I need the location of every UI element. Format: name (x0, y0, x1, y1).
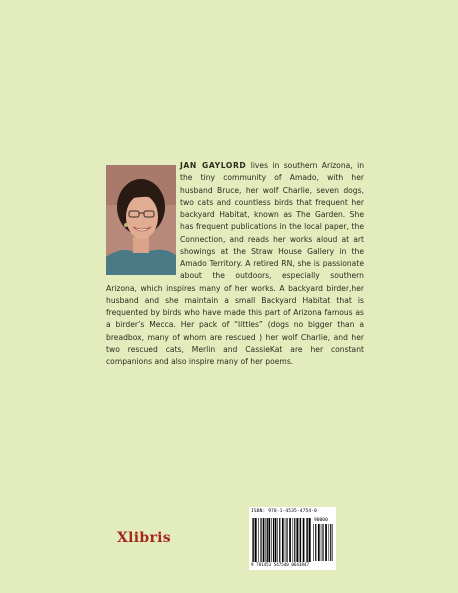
isbn-label: ISBN: 978-1-4535-4754-0 (251, 509, 317, 514)
barcode-bar (294, 518, 295, 562)
bio-text: lives in southern Arizona, in the tiny community of Amado, with her husband Bruce, her wolf Charlie, seven dogs, two cats and countless birds that frequent her backyard Habitat, known as The Garden. She has frequent publications in the local paper, the Connection, and reads her works aloud at art showings at the Straw House Gallery in the Amado Territory. A retired RN, she is passionate about the outdoors, especially southern Arizona, which inspires many of her works. A backyard birder,her husband and she maintain a small Backyard Habitat that is frequented by birds who have made this part of Arizona famous as a birder’s Mecca. Her pack of “littles” (dogs no bigger than a breadbox, many of whom are rescued ) her wolf Charlie, and her two rescued cats, Merlin and CassieKat are her constant companions and also inspire many of her poems. (106, 161, 365, 366)
barcode-bar (332, 524, 333, 561)
barcode-bar (289, 518, 291, 562)
barcode-bar (313, 524, 314, 561)
barcode-bar (330, 524, 331, 561)
barcode-bar (282, 518, 284, 562)
barcode-bar (307, 518, 308, 562)
barcode-bar (299, 518, 300, 562)
barcode-bar (258, 518, 259, 562)
barcode-bar (286, 518, 287, 562)
barcode-bar (273, 518, 274, 562)
author-name: JAN GAYLORD (180, 161, 247, 170)
barcode-bar (266, 518, 267, 562)
barcode-bar (275, 518, 277, 562)
publisher-logo: Xlibris (117, 530, 171, 546)
barcode-bar (255, 518, 257, 562)
barcode-bar (268, 518, 270, 562)
barcode-supplement-bars (313, 524, 333, 561)
barcode-bar (260, 518, 261, 562)
barcode-bar (277, 518, 278, 562)
barcode-bar (285, 518, 286, 562)
barcode-bar (267, 518, 268, 562)
barcode-bar (325, 524, 327, 561)
barcode-bar (329, 524, 330, 561)
barcode-bar (252, 518, 253, 562)
barcode-bar (293, 518, 294, 562)
isbn-barcode (249, 507, 336, 570)
barcode-bar (322, 524, 323, 561)
barcode-bars (252, 518, 312, 562)
barcode-bar (296, 518, 298, 562)
barcode-bar (271, 518, 272, 562)
barcode-bar (279, 518, 280, 562)
barcode-bar (300, 518, 301, 562)
barcode-bar (321, 524, 322, 561)
barcode-bar (309, 518, 311, 562)
barcode-digits: 9 781453 547540 0643847 (251, 562, 309, 567)
barcode-bar (263, 518, 265, 562)
price-code: 90000 (314, 518, 328, 523)
barcode-bar (306, 518, 307, 562)
author-bio (106, 160, 364, 368)
barcode-bar (318, 524, 320, 561)
barcode-bar (303, 518, 305, 562)
barcode-bar (315, 524, 316, 561)
barcode-bar (253, 518, 254, 562)
photo-spacer (106, 160, 180, 271)
